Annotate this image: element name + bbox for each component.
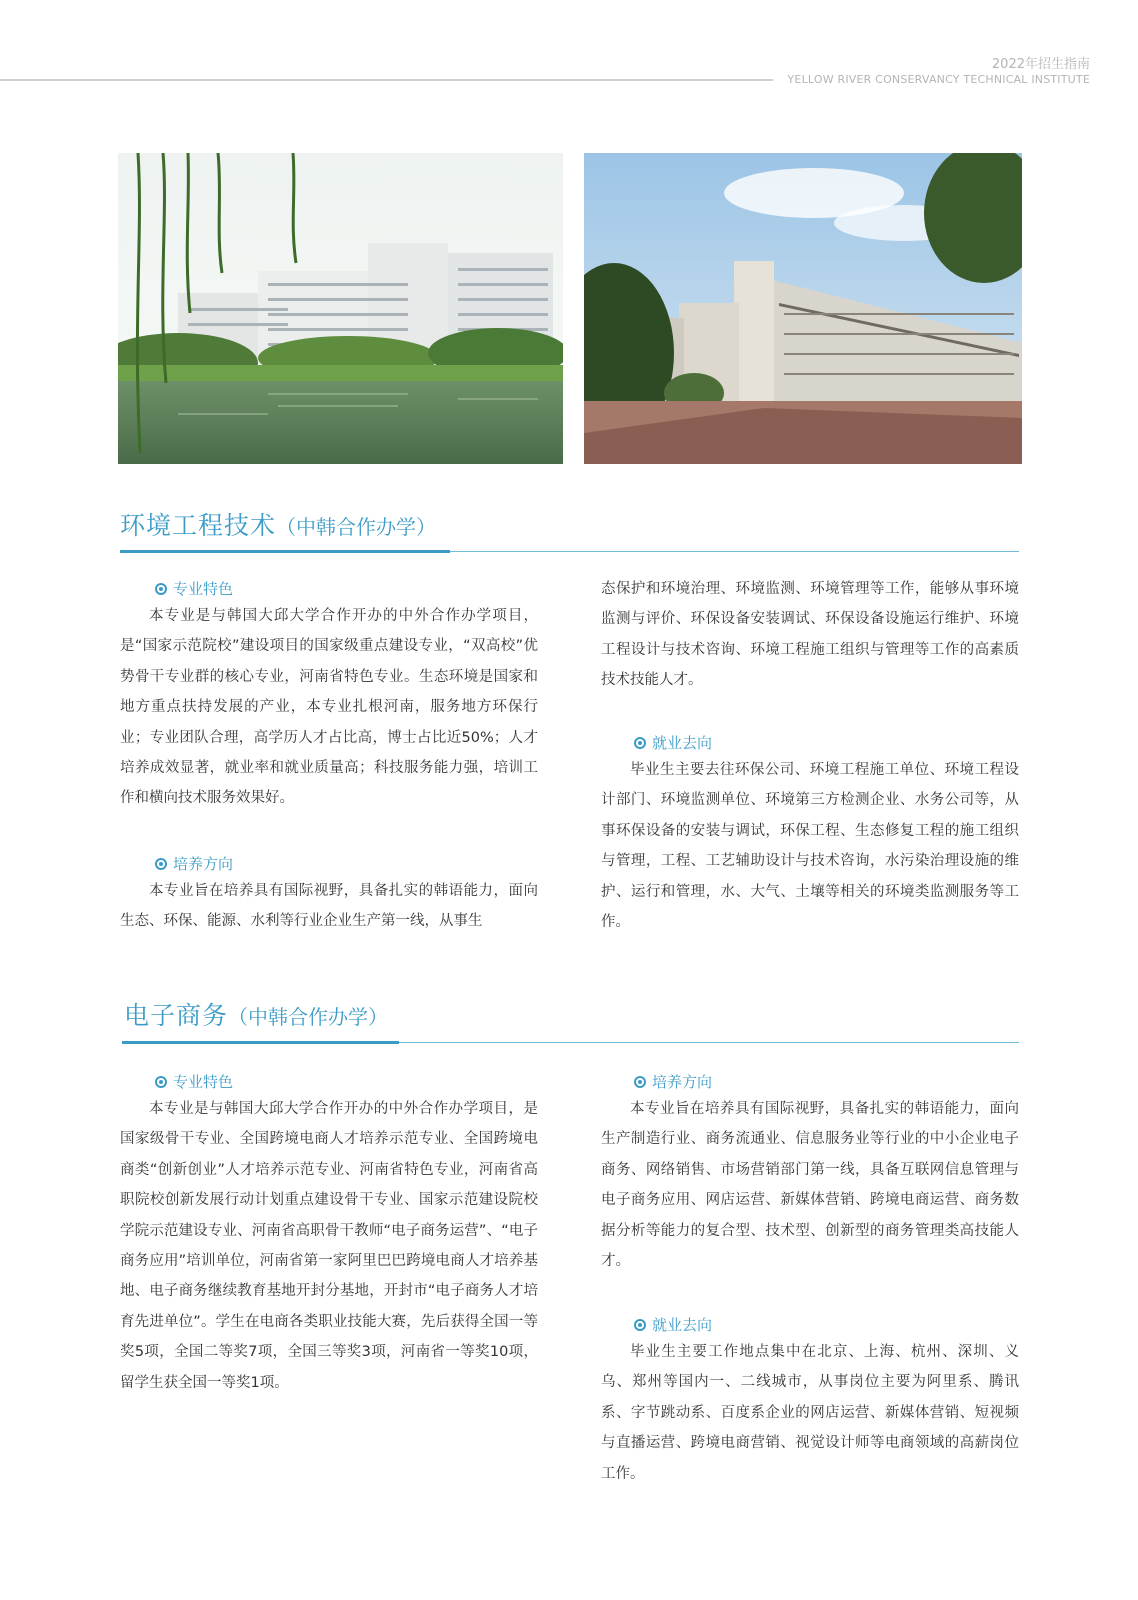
section-title-main: 环境工程技术	[120, 511, 277, 540]
subheading-training: 培养方向	[155, 853, 233, 874]
subheading-feature: 专业特色	[155, 578, 233, 599]
feature-paragraph: 本专业是与韩国大邱大学合作开办的中外合作办学项目，是“国家示范院校”建设项目的国家级重点建设专业，“双高校”优势骨干专业群的核心专业，河南省特色专业。生态环境是国家和地方重点扶持发展的产业，本专业扎根河南，服务地方环保行业；专业团队合理，高学历人才占比高，博士占比近50%；人才培养成效显著，就业率和就业质量高；科技服务能力强，培训工作和横向技术服务效果好。	[120, 608, 538, 807]
circle-bullet-icon	[634, 1076, 646, 1088]
circle-bullet-icon	[634, 1319, 646, 1331]
subheading-employment: 就业去向	[634, 732, 712, 753]
institute-name: YELLOW RIVER CONSERVANCY TECHNICAL INSTITUTE	[787, 73, 1090, 86]
section-title-main: 电子商务	[124, 1001, 229, 1030]
training-paragraph: 本专业旨在培养具有国际视野，具备扎实的韩语能力，面向生产制造行业、商务流通业、信息服务业等行业的中小企业电子商务、网络销售、市场营销部门第一线，具备互联网信息管理与电子商务应用、网店运营、新媒体营销、跨境电商运营、商务数据分析等能力的复合型、技术型、创新型的商务管理类高技能人才。	[601, 1101, 1019, 1270]
circle-bullet-icon	[155, 1076, 167, 1088]
employment-paragraph: 毕业生主要去往环保公司、环境工程施工单位、环境工程设计部门、环境监测单位、环境第三方检测企业、水务公司等，从事环保设备的安装与调试，环保工程、生态修复工程的施工组织与管理，工程、工艺辅助设计与技术咨询，水污染治理设施的维护、运行和管理，水、大气、土壤等相关的环境类监测服务等工作。	[601, 762, 1019, 931]
campus-building-photo	[584, 153, 1022, 464]
section-title-sub: （中韩合作办学）	[276, 515, 437, 539]
header-divider	[0, 79, 773, 81]
training-paragraph-start: 本专业旨在培养具有国际视野，具备扎实的韩语能力，面向生态、环保、能源、水利等行业企业生产第一线，从事生	[120, 883, 538, 930]
subheading-employment: 就业去向	[634, 1314, 712, 1335]
section-title-env-engineering	[120, 506, 436, 542]
circle-bullet-icon	[634, 737, 646, 749]
subheading-training: 培养方向	[634, 1071, 712, 1092]
section-title-ecommerce	[124, 996, 388, 1032]
training-paragraph-continued: 态保护和环境治理、环境监测、环境管理等工作，能够从事环境监测与评价、环保设备安装调试、环保设备设施运行维护、环境工程设计与技术咨询、环境工程施工组织与管理等工作的高素质技术技能人才。	[601, 581, 1019, 689]
section-divider-accent	[120, 550, 450, 553]
employment-paragraph: 毕业生主要工作地点集中在北京、上海、杭州、深圳、义乌、郑州等国内一、二线城市，从事岗位主要为阿里系、腾讯系、字节跳动系、百度系企业的网店运营、新媒体营销、短视频与直播运营、跨境电商营销、视觉设计师等电商领域的高薪岗位工作。	[601, 1344, 1019, 1482]
feature-paragraph: 本专业是与韩国大邱大学合作开办的中外合作办学项目，是国家级骨干专业、全国跨境电商人才培养示范专业、全国跨境电商类“创新创业”人才培养示范专业、河南省特色专业，河南省高职院校创新发展行动计划重点建设骨干专业、国家示范建设院校学院示范建设专业、河南省高职骨干教师“电子商务运营”、“电子商务应用”培训单位，河南省第一家阿里巴巴跨境电商人才培养基地、电子商务继续教育基地开封分基地，开封市“电子商务人才培育先进单位”。学生在电商各类职业技能大赛，先后获得全国一等奖5项，全国二等奖7项，全国三等奖3项，河南省一等奖10项，留学生获全国一等奖1项。	[120, 1101, 538, 1391]
section-divider-accent	[122, 1041, 399, 1044]
section-title-sub: （中韩合作办学）	[228, 1005, 389, 1029]
circle-bullet-icon	[155, 583, 167, 595]
campus-lake-photo	[118, 153, 563, 464]
guide-year-label: 2022年招生指南	[991, 57, 1090, 72]
subheading-feature: 专业特色	[155, 1071, 233, 1092]
circle-bullet-icon	[155, 858, 167, 870]
